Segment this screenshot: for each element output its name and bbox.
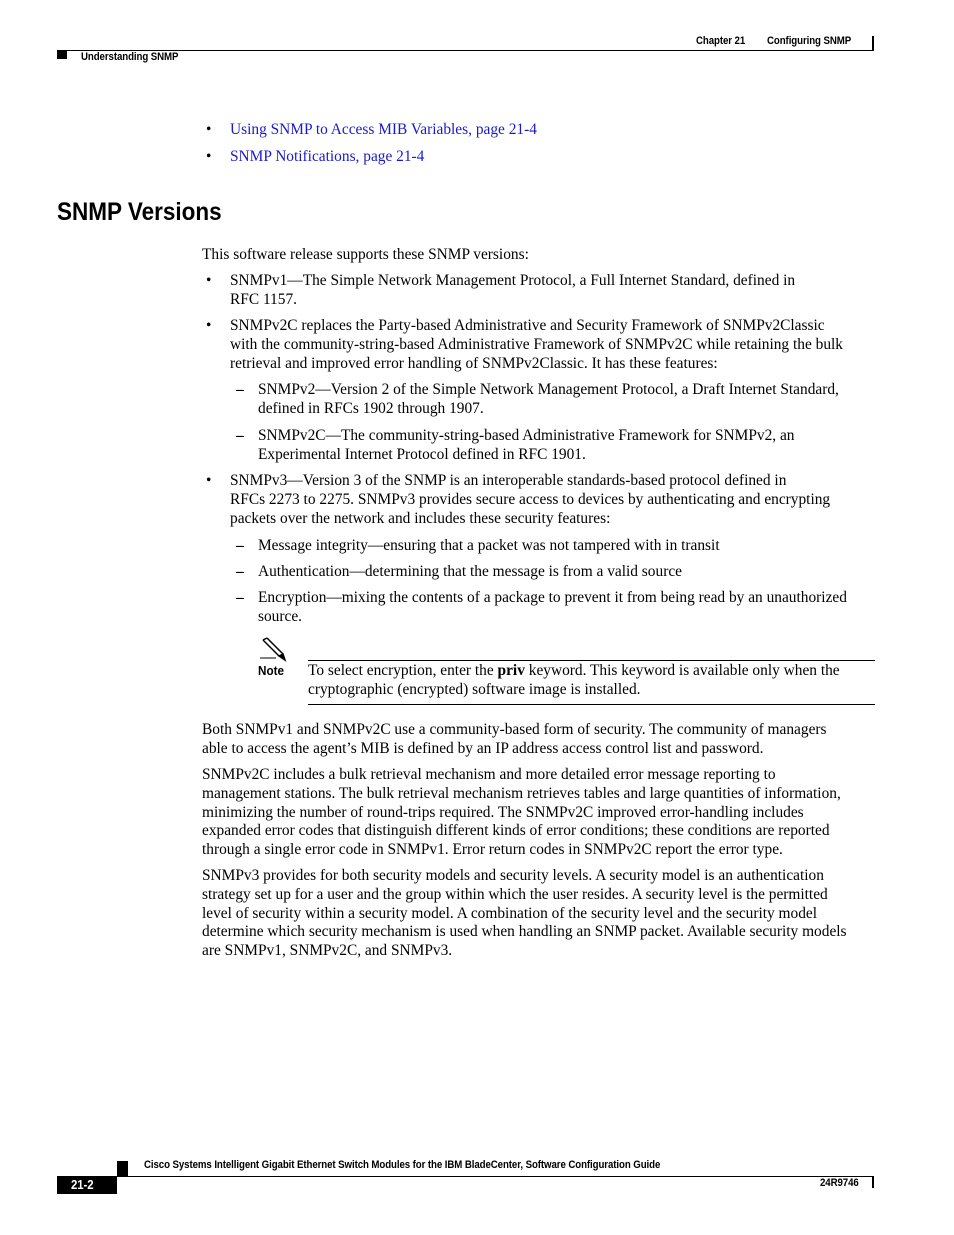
note-line-1 xyxy=(308,662,840,681)
dash-marker: – xyxy=(236,589,244,606)
link-access-mib[interactable]: Using SNMP to Access MIB Variables, page 21-4 xyxy=(230,121,537,138)
footer-title: Cisco Systems Intelligent Gigabit Ethernet Switch Modules for the IBM BladeCenter, Software Configuration Guide xyxy=(144,1159,661,1171)
paragraph-community-security xyxy=(202,721,827,759)
header-marker xyxy=(57,50,67,59)
footer-doc-id: 24R9746 xyxy=(820,1177,859,1189)
line: expanded error codes that distinguish different kinds of error conditions; these conditions are reported xyxy=(202,822,830,840)
dash-marker: – xyxy=(236,537,244,554)
paragraph-snmpv2c-bulk xyxy=(202,766,841,860)
dash-marker: – xyxy=(236,563,244,580)
line: strategy set up for a user and the group within which the user resides. A security level is the permitted xyxy=(202,885,828,903)
line: Experimental Internet Protocol defined in RFC 1901. xyxy=(258,445,586,463)
line: retrieval and improved error handling of SNMPv2Classic. It has these features: xyxy=(230,354,718,372)
line: defined in RFCs 1902 through 1907. xyxy=(258,399,484,417)
footer-marker xyxy=(117,1161,128,1176)
line: through a single error code in SNMPv1. Error return codes in SNMPv2C report the error type. xyxy=(202,841,783,859)
note-bottom-rule xyxy=(308,704,875,705)
bullet-snmpv2c xyxy=(230,317,843,373)
bullet-dot: • xyxy=(206,317,212,334)
line: management stations. The bulk retrieval mechanism retrieves tables and large quantities of information, xyxy=(202,784,841,802)
section-heading: SNMP Versions xyxy=(57,198,222,226)
note-text-post: keyword. This keyword is available only when the xyxy=(524,662,840,679)
sub-bullet-snmpv2c xyxy=(258,427,795,465)
bullet-dot: • xyxy=(206,148,212,165)
line: SNMPv1—The Simple Network Management Protocol, a Full Internet Standard, defined in xyxy=(230,272,796,289)
note-text-pre: To select encryption, enter the xyxy=(308,662,498,679)
line: SNMPv2—Version 2 of the Simple Network Management Protocol, a Draft Internet Standard, xyxy=(258,381,839,398)
line: Both SNMPv1 and SNMPv2C use a community-based form of security. The community of managers xyxy=(202,721,827,738)
line: SNMPv2C replaces the Party-based Administrative and Security Framework of SNMPv2Classic xyxy=(230,317,825,334)
sub-bullet-snmpv2 xyxy=(258,381,839,419)
footer-rule xyxy=(57,1176,874,1177)
line: able to access the agent’s MIB is defined by an IP address access control list and password. xyxy=(202,739,764,757)
line: minimizing the number of round-trips required. The SNMPv2C improved error-handling includes xyxy=(202,803,804,821)
sub-bullet-authentication: Authentication—determining that the message is from a valid source xyxy=(258,563,682,580)
line: level of security within a security model. A combination of the security level and the security model xyxy=(202,904,818,922)
line: SNMPv3 provides for both security models and security levels. A security model is an authentication xyxy=(202,867,824,884)
note-text xyxy=(308,662,840,700)
bullet-dot: • xyxy=(206,472,212,489)
footer-page-number: 21-2 xyxy=(71,1177,94,1192)
note-top-rule xyxy=(308,660,875,661)
note-keyword: priv xyxy=(497,662,525,679)
dash-marker: – xyxy=(236,427,244,444)
link-snmp-notifications[interactable]: SNMP Notifications, page 21-4 xyxy=(230,148,425,165)
line: RFC 1157. xyxy=(230,290,297,308)
header-section: Understanding SNMP xyxy=(81,51,179,63)
line: RFCs 2273 to 2275. SNMPv3 provides secure access to devices by authenticating and encrypting xyxy=(230,490,831,508)
line: SNMPv3—Version 3 of the SNMP is an interoperable standards-based protocol defined in xyxy=(230,472,787,489)
bullet-snmpv3 xyxy=(230,472,830,528)
line: with the community-string-based Administrative Framework of SNMPv2C while retaining the bulk xyxy=(230,335,843,353)
line: are SNMPv1, SNMPv2C, and SNMPv3. xyxy=(202,942,453,960)
bullet-dot: • xyxy=(206,121,212,138)
header-chapter-title: Configuring SNMP xyxy=(767,35,852,47)
bullet-snmpv1 xyxy=(230,272,795,310)
header-rule xyxy=(57,50,874,51)
bullet-dot: • xyxy=(206,272,212,289)
line: Encryption—mixing the contents of a package to prevent it from being read by an unauthorized xyxy=(258,589,847,606)
footer-right-bar xyxy=(872,1176,874,1188)
note-line-2: cryptographic (encrypted) software image is installed. xyxy=(308,680,641,698)
line: SNMPv2C—The community-string-based Administrative Framework for SNMPv2, an xyxy=(258,427,795,444)
sub-bullet-encryption xyxy=(258,589,847,627)
sub-bullet-integrity: Message integrity—ensuring that a packet was not tampered with in transit xyxy=(258,537,720,554)
line: SNMPv2C includes a bulk retrieval mechanism and more detailed error message reporting to xyxy=(202,766,776,783)
header-chapter: Chapter 21 xyxy=(696,35,746,47)
line: determine which security mechanism is used when handling an SNMP packet. Available security models xyxy=(202,923,847,941)
header-right-bar xyxy=(872,36,874,50)
line: source. xyxy=(258,607,303,625)
note-label: Note xyxy=(258,663,285,678)
pencil-note-icon xyxy=(258,636,288,662)
paragraph-snmpv3-security xyxy=(202,867,847,961)
line: packets over the network and includes these security features: xyxy=(230,509,611,527)
dash-marker: – xyxy=(236,381,244,398)
intro-text: This software release supports these SNMP versions: xyxy=(202,246,529,263)
